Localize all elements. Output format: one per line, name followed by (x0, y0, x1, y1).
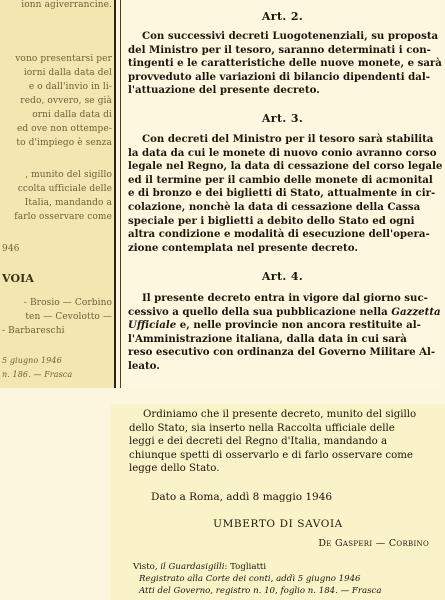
visto-name: : Togliatti (224, 562, 267, 572)
left-page-fragment (0, 0, 114, 388)
text-line: leato. (128, 359, 160, 372)
left-line: farlo osservare come (14, 212, 112, 222)
text-line: Ordiniamo che il presente decreto, munito del sigillo (143, 409, 417, 420)
text-line: provveduto alle variazioni di bilancio dipendenti dal- (128, 70, 430, 83)
column-divider (120, 0, 121, 388)
registrato-text: Registrato alla Corte dei conti, addì 5 giugno 1946 (139, 574, 361, 584)
text-line: chiunque spetti di osservarlo e di farlo osservare come (129, 449, 413, 461)
text-line: dello Stato, sia inserto nella Raccolta ufficiale delle (129, 422, 395, 434)
left-line: ed ove non ottempe- (16, 124, 112, 134)
text-line: Con decreti del Ministro per il tesoro sarà stabilita (142, 133, 434, 145)
left-line: iorni dalla data del (23, 68, 112, 78)
left-registration: 5 giugno 1946 (2, 356, 62, 365)
left-line: orni dalla data di (32, 110, 112, 120)
article-2-text (128, 30, 442, 98)
article-3-text (128, 133, 443, 255)
text-line (128, 319, 438, 333)
gazzetta-italic: Gazzetta (391, 305, 441, 318)
king-signature: UMBERTO DI SAVOIA (213, 518, 343, 530)
left-ministers: - Brosio — Corbino (23, 298, 112, 308)
atti-line (139, 586, 381, 596)
text-fragment: e, nelle provincie non ancora restituite al- (176, 319, 421, 332)
article-4-title: Art. 4. (261, 270, 304, 283)
text-line: e di bronzo e dei biglietti di Stato, attualmente in cir- (128, 187, 436, 200)
text-line: reso esecutivo con ordinanza del Governo Militare Al- (128, 346, 436, 359)
minister-signatures: De Gasperi — Corbino (318, 538, 429, 549)
left-ministers: ten — Cevolotto — (25, 312, 112, 322)
article-3-title: Art. 3. (261, 112, 304, 125)
text-line: la data da cui le monete di nuovo conio avranno corso (128, 146, 437, 159)
text-line: Con successivi decreti Luogotenenziali, su proposta (142, 30, 439, 42)
text-line: colazione, nonchè la data di cessazione della Cassa (128, 200, 421, 213)
guardasigilli-italic: il Guardasigilli (160, 562, 225, 572)
text-line: leggi e dei decreti del Regno d'Italia, mandando a (129, 436, 388, 448)
left-line: e o dall'invio in li- (28, 82, 112, 92)
article-4-text (128, 292, 441, 374)
ufficiale-italic: Ufficiale (128, 319, 177, 332)
left-line: to d'impiego è senza (16, 138, 112, 148)
registration-line (139, 574, 361, 584)
left-line: vono presentarsi per (15, 54, 112, 64)
text-line: legge dello Stato. (129, 463, 220, 475)
text-line: speciale per i biglietti a debito dello Stato ed ogni (128, 214, 415, 227)
left-line: ionn agiverrancine. (21, 0, 112, 10)
left-year: 946 (2, 244, 20, 254)
text-line: l'Amministrazione italiana, dalla data in cui sarà (128, 332, 407, 345)
text-line (128, 305, 441, 320)
text-line: altra condizione e modalità di esecuzione dell'opera- (128, 228, 430, 241)
left-registration: n. 186. — Frasca (2, 370, 73, 379)
left-ministers: - Barbareschi (2, 326, 65, 336)
left-line: , munito del sigillo (25, 170, 112, 180)
text-line: legale nel Regno, la data di cessazione del corso legale (128, 160, 443, 173)
left-line: Italia, mandando a (24, 198, 112, 208)
text-line: l'attuazione del presente decreto. (128, 84, 320, 97)
left-line: ccolta ufficiale delle (17, 184, 112, 194)
closing-text (129, 408, 441, 476)
atti-text: Atti del Governo, registro n. 10, foglio n. 184. — Frasca (139, 586, 382, 596)
text-line: tingenti e le caratteristiche delle nuove monete, e sarà (128, 57, 442, 70)
main-column (124, 0, 441, 388)
left-line: redo, ovvero, se già (20, 96, 112, 106)
text-line: Il presente decreto entra in vigore dal giorno suc- (142, 292, 428, 304)
visto-line (133, 562, 266, 572)
visto-prefix: Visto, (133, 562, 161, 572)
text-line: del Ministro per il tesoro, saranno determinati i con- (128, 43, 431, 56)
closing-section (111, 404, 445, 600)
left-king-fragment: VOIA (2, 272, 35, 285)
text-fragment: cessivo a quello della sua pubblicazione nella (128, 305, 392, 318)
column-divider (114, 0, 116, 388)
decree-date: Dato a Roma, addì 8 maggio 1946 (151, 491, 333, 503)
text-line: zione contemplata nel presente decreto. (128, 241, 358, 254)
article-2-title: Art. 2. (261, 10, 304, 23)
text-line: ed il termine per il cambio delle monete di acmonital (128, 173, 433, 186)
